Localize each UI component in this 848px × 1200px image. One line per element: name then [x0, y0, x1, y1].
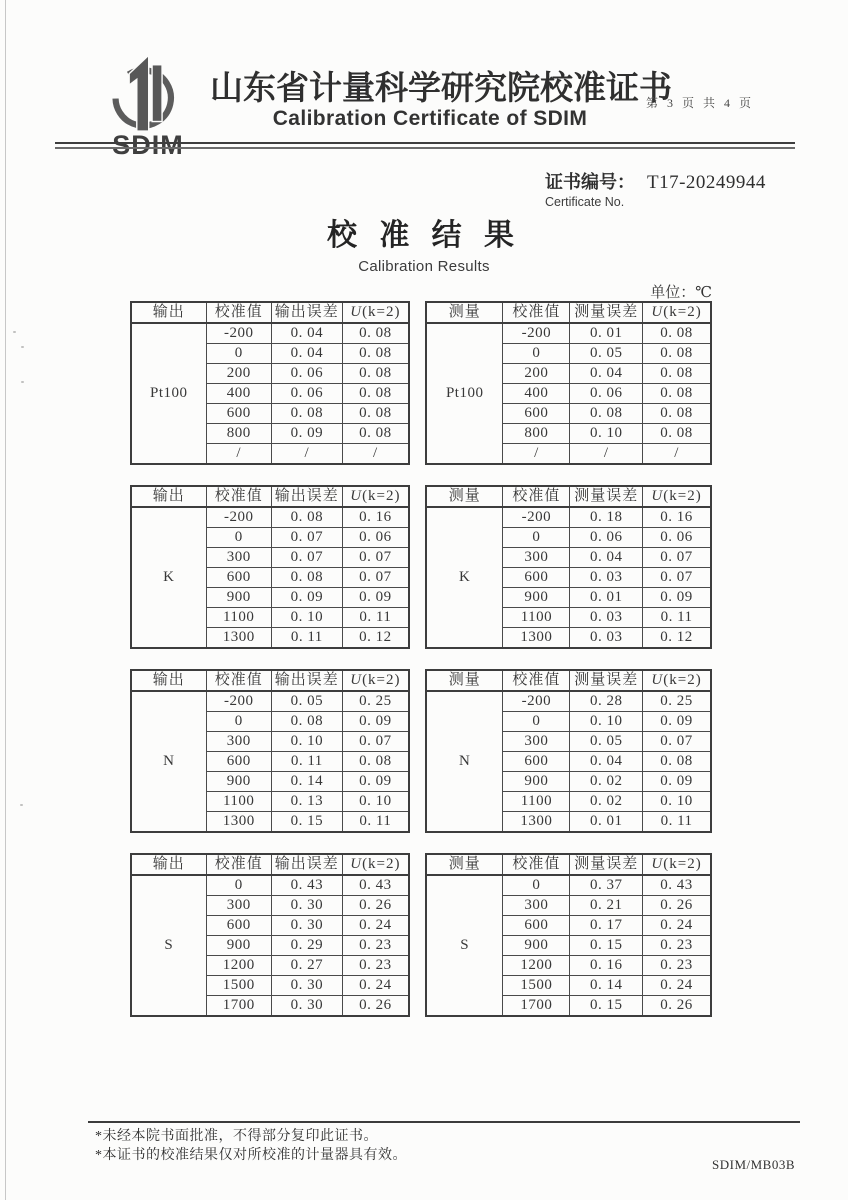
table-row: [131, 691, 409, 712]
table-cell: 0. 06: [342, 528, 409, 548]
certificate-title-cn: 山东省计量科学研究院校准证书: [210, 71, 672, 107]
table-cell: 600: [206, 568, 271, 588]
table-cell: 0. 09: [342, 588, 409, 608]
table-cell: 0. 10: [570, 424, 643, 444]
unit-label: 单位：℃: [650, 285, 712, 301]
scan-speck: [21, 346, 24, 348]
table-cell: 1100: [206, 608, 271, 628]
table-cell: 0. 06: [271, 364, 342, 384]
table-cell: -200: [503, 323, 570, 344]
table-header-row: [426, 854, 711, 875]
table-cell: 0. 05: [271, 691, 342, 712]
sdim-logo-icon: [100, 54, 196, 138]
column-header: 测量误差: [570, 486, 643, 507]
table-cell: 0. 08: [342, 424, 409, 444]
column-header: 测量误差: [570, 302, 643, 323]
sensor-type-label: Pt100: [426, 323, 503, 464]
table-cell: 600: [206, 404, 271, 424]
table-pair-row: [130, 853, 712, 1017]
scan-edge-line: [5, 0, 6, 1200]
table-cell: 0. 10: [643, 792, 711, 812]
sensor-type-label: Pt100: [131, 323, 206, 464]
table-cell: 0: [503, 528, 570, 548]
column-header: 测量: [426, 486, 503, 507]
column-header: U(k=2): [643, 670, 711, 691]
table-cell: 0. 14: [570, 976, 643, 996]
table-cell: 0. 21: [570, 896, 643, 916]
table-cell: 0. 06: [643, 528, 711, 548]
tables-area: [130, 301, 712, 1037]
table-header-row: [131, 486, 409, 507]
page-number-info: 第 3 页 共 4 页: [646, 96, 755, 110]
calibration-table-k-measure: [425, 485, 712, 649]
table-cell: 0: [206, 875, 271, 896]
table-cell: 0. 10: [271, 608, 342, 628]
table-cell: 900: [206, 936, 271, 956]
scan-speck: [13, 331, 16, 333]
table-cell: 0. 29: [271, 936, 342, 956]
table-cell: 0. 08: [570, 404, 643, 424]
column-header: U(k=2): [643, 854, 711, 875]
table-cell: 0. 01: [570, 812, 643, 833]
table-cell: 0: [503, 344, 570, 364]
footer-note-1: *未经本院书面批准，不得部分复印此证书。: [95, 1129, 378, 1144]
table-cell: 400: [206, 384, 271, 404]
table-header-row: [131, 854, 409, 875]
table-cell: 300: [503, 896, 570, 916]
form-code: SDIM/MB03B: [712, 1157, 796, 1172]
table-cell: -200: [206, 691, 271, 712]
table-cell: 0. 07: [271, 528, 342, 548]
footer-divider: [88, 1121, 800, 1123]
table-cell: 0: [503, 712, 570, 732]
column-header: 输出: [131, 302, 206, 323]
table-cell: 0. 04: [570, 752, 643, 772]
calibration-table-pt100-measure: [425, 301, 712, 465]
table-pair-row: [130, 669, 712, 833]
results-title-cn: 校 准 结 果: [326, 219, 521, 252]
sensor-type-label: S: [131, 875, 206, 1016]
column-header: 输出误差: [271, 486, 342, 507]
table-cell: 0: [206, 344, 271, 364]
table-cell: 0. 43: [342, 875, 409, 896]
results-heading: [0, 210, 848, 275]
column-header: 测量误差: [570, 854, 643, 875]
table-cell: /: [271, 444, 342, 465]
calibration-table-s-output: [130, 853, 410, 1017]
footer-note-2: *本证书的校准结果仅对所校准的计量器具有效。: [95, 1148, 407, 1163]
column-header: 校准值: [503, 854, 570, 875]
table-cell: 0. 12: [643, 628, 711, 649]
table-cell: 0. 25: [342, 691, 409, 712]
table-cell: 0. 15: [271, 812, 342, 833]
column-header: 校准值: [206, 854, 271, 875]
table-cell: 300: [503, 548, 570, 568]
table-cell: 0. 12: [342, 628, 409, 649]
table-row: [131, 875, 409, 896]
table-cell: 600: [503, 404, 570, 424]
table-cell: 0. 06: [271, 384, 342, 404]
table-cell: 0. 09: [342, 712, 409, 732]
table-cell: 900: [503, 772, 570, 792]
column-header: 输出: [131, 854, 206, 875]
table-cell: -200: [503, 691, 570, 712]
table-cell: 0. 08: [271, 507, 342, 528]
table-cell: 0. 08: [271, 712, 342, 732]
table-cell: 600: [206, 752, 271, 772]
table-cell: 0. 08: [643, 424, 711, 444]
table-cell: 0. 37: [570, 875, 643, 896]
calibration-table-pt100-output: [130, 301, 410, 465]
table-cell: 0. 24: [643, 916, 711, 936]
table-cell: 1100: [503, 792, 570, 812]
certificate-number-value: T17-20249944: [647, 172, 766, 193]
footer-notes: [95, 1127, 407, 1165]
table-cell: 1100: [206, 792, 271, 812]
table-cell: 0. 03: [570, 608, 643, 628]
column-header: 测量: [426, 302, 503, 323]
table-cell: 0. 08: [271, 404, 342, 424]
table-cell: 0. 11: [271, 752, 342, 772]
table-cell: 300: [206, 548, 271, 568]
table-cell: 0. 26: [342, 896, 409, 916]
column-header: 校准值: [206, 486, 271, 507]
table-cell: 0. 08: [342, 323, 409, 344]
column-header: 输出误差: [271, 670, 342, 691]
table-cell: 0. 04: [570, 364, 643, 384]
table-cell: 0. 10: [271, 732, 342, 752]
column-header: 测量: [426, 670, 503, 691]
table-cell: 0. 02: [570, 792, 643, 812]
table-cell: 0. 05: [570, 732, 643, 752]
table-cell: 200: [503, 364, 570, 384]
table-cell: 0. 24: [342, 916, 409, 936]
table-cell: 0. 16: [570, 956, 643, 976]
table-cell: 0. 09: [643, 588, 711, 608]
column-header: 校准值: [206, 670, 271, 691]
table-cell: 0. 09: [643, 712, 711, 732]
table-cell: 0. 24: [342, 976, 409, 996]
table-cell: 0. 30: [271, 916, 342, 936]
table-cell: 0. 30: [271, 896, 342, 916]
table-pair-row: [130, 301, 712, 465]
table-cell: 0. 08: [271, 568, 342, 588]
table-cell: 0. 07: [643, 568, 711, 588]
table-cell: 0. 07: [342, 568, 409, 588]
table-cell: 0. 11: [342, 812, 409, 833]
table-cell: 0. 08: [643, 752, 711, 772]
table-cell: -200: [206, 507, 271, 528]
table-cell: 0. 04: [271, 344, 342, 364]
table-cell: 0. 07: [643, 732, 711, 752]
sensor-type-label: S: [426, 875, 503, 1016]
scan-speck: [20, 804, 23, 806]
table-cell: 0. 24: [643, 976, 711, 996]
header-divider: [55, 142, 795, 149]
table-cell: 400: [503, 384, 570, 404]
table-cell: 0. 08: [342, 364, 409, 384]
table-cell: 0. 43: [643, 875, 711, 896]
table-cell: 900: [503, 588, 570, 608]
table-cell: 0. 08: [643, 364, 711, 384]
table-cell: 900: [206, 588, 271, 608]
table-cell: 0. 07: [643, 548, 711, 568]
table-cell: /: [570, 444, 643, 465]
column-header: 输出: [131, 670, 206, 691]
table-cell: 0. 08: [342, 384, 409, 404]
table-cell: 200: [206, 364, 271, 384]
table-cell: 0. 08: [643, 344, 711, 364]
column-header: U(k=2): [643, 302, 711, 323]
table-cell: 0. 10: [342, 792, 409, 812]
table-cell: /: [503, 444, 570, 465]
table-cell: 0. 06: [570, 384, 643, 404]
table-cell: 0. 17: [570, 916, 643, 936]
table-cell: 0. 11: [643, 812, 711, 833]
table-cell: 0. 13: [271, 792, 342, 812]
calibration-table-n-measure: [425, 669, 712, 833]
table-cell: 0. 27: [271, 956, 342, 976]
table-cell: 0. 08: [643, 323, 711, 344]
table-cell: 1500: [503, 976, 570, 996]
column-header: 校准值: [503, 302, 570, 323]
table-cell: 300: [206, 896, 271, 916]
table-cell: 1700: [206, 996, 271, 1017]
table-cell: 0: [503, 875, 570, 896]
table-cell: 600: [206, 916, 271, 936]
table-cell: 0. 18: [570, 507, 643, 528]
table-cell: 0. 07: [271, 548, 342, 568]
calibration-table-n-output: [130, 669, 410, 833]
table-cell: 0. 01: [570, 323, 643, 344]
table-cell: 0. 05: [570, 344, 643, 364]
table-cell: 0. 07: [342, 548, 409, 568]
table-cell: 1300: [503, 812, 570, 833]
table-cell: 0. 25: [643, 691, 711, 712]
table-cell: 0. 08: [342, 752, 409, 772]
table-cell: 800: [503, 424, 570, 444]
table-cell: 0. 08: [643, 384, 711, 404]
table-cell: 0. 16: [342, 507, 409, 528]
table-cell: 0. 15: [570, 996, 643, 1017]
table-cell: 0: [206, 528, 271, 548]
table-cell: 0. 30: [271, 996, 342, 1017]
column-header: 输出误差: [271, 302, 342, 323]
table-row: [426, 323, 711, 344]
table-cell: 600: [503, 916, 570, 936]
table-cell: 0. 16: [643, 507, 711, 528]
table-cell: 0. 06: [570, 528, 643, 548]
column-header: 测量误差: [570, 670, 643, 691]
table-cell: 1300: [206, 812, 271, 833]
table-cell: 0. 26: [342, 996, 409, 1017]
table-cell: 0. 11: [643, 608, 711, 628]
table-cell: 1300: [503, 628, 570, 649]
table-cell: 0. 08: [342, 404, 409, 424]
table-cell: 0. 23: [342, 956, 409, 976]
table-header-row: [426, 670, 711, 691]
table-cell: 0. 43: [271, 875, 342, 896]
sensor-type-label: N: [131, 691, 206, 832]
table-cell: 0. 04: [271, 323, 342, 344]
table-cell: 0: [206, 712, 271, 732]
table-cell: 600: [503, 568, 570, 588]
table-cell: 800: [206, 424, 271, 444]
column-header: 校准值: [503, 486, 570, 507]
table-cell: 300: [206, 732, 271, 752]
table-cell: 0. 28: [570, 691, 643, 712]
table-cell: 0. 23: [643, 956, 711, 976]
calibration-table-s-measure: [425, 853, 712, 1017]
certificate-number-sublabel: Certificate No.: [545, 195, 625, 209]
table-cell: 0. 02: [570, 772, 643, 792]
table-cell: /: [342, 444, 409, 465]
table-header-row: [426, 302, 711, 323]
table-cell: 0. 26: [643, 896, 711, 916]
table-header-row: [131, 302, 409, 323]
table-cell: 0. 03: [570, 568, 643, 588]
table-cell: -200: [206, 323, 271, 344]
table-cell: 0. 04: [570, 548, 643, 568]
table-cell: 0. 14: [271, 772, 342, 792]
table-cell: 900: [206, 772, 271, 792]
table-cell: 0. 11: [342, 608, 409, 628]
column-header: U(k=2): [342, 670, 409, 691]
table-header-row: [426, 486, 711, 507]
table-cell: 0. 07: [342, 732, 409, 752]
column-header: 输出: [131, 486, 206, 507]
scan-speck: [21, 381, 24, 383]
table-cell: 1200: [206, 956, 271, 976]
table-cell: 0. 11: [271, 628, 342, 649]
column-header: U(k=2): [643, 486, 711, 507]
table-cell: /: [206, 444, 271, 465]
table-cell: 0. 01: [570, 588, 643, 608]
table-cell: 0. 23: [643, 936, 711, 956]
calibration-table-k-output: [130, 485, 410, 649]
table-cell: 0. 26: [643, 996, 711, 1017]
column-header: U(k=2): [342, 854, 409, 875]
table-pair-row: [130, 485, 712, 649]
table-cell: 0. 09: [271, 588, 342, 608]
table-cell: 1300: [206, 628, 271, 649]
table-cell: 0. 08: [643, 404, 711, 424]
table-cell: 0. 09: [643, 772, 711, 792]
sensor-type-label: K: [426, 507, 503, 648]
table-cell: 1700: [503, 996, 570, 1017]
certificate-title-en: Calibration Certificate of SDIM: [272, 107, 588, 130]
results-title-en: Calibration Results: [358, 258, 490, 275]
table-cell: 0. 09: [271, 424, 342, 444]
certificate-number-block: [545, 168, 766, 209]
sensor-type-label: N: [426, 691, 503, 832]
logo-text: SDIM: [112, 130, 184, 160]
sensor-type-label: K: [131, 507, 206, 648]
table-cell: 1500: [206, 976, 271, 996]
column-header: 校准值: [503, 670, 570, 691]
table-cell: 0. 03: [570, 628, 643, 649]
table-row: [131, 323, 409, 344]
table-cell: 1100: [503, 608, 570, 628]
table-cell: 300: [503, 732, 570, 752]
certificate-number-label: 证书编号：: [545, 172, 635, 192]
table-cell: 900: [503, 936, 570, 956]
table-cell: 0. 15: [570, 936, 643, 956]
table-cell: 0. 08: [342, 344, 409, 364]
column-header: 输出误差: [271, 854, 342, 875]
table-cell: 0. 10: [570, 712, 643, 732]
column-header: U(k=2): [342, 486, 409, 507]
table-row: [426, 691, 711, 712]
column-header: U(k=2): [342, 302, 409, 323]
column-header: 测量: [426, 854, 503, 875]
table-cell: 600: [503, 752, 570, 772]
table-cell: 0. 23: [342, 936, 409, 956]
table-cell: 0. 30: [271, 976, 342, 996]
table-header-row: [131, 670, 409, 691]
table-row: [131, 507, 409, 528]
table-cell: /: [643, 444, 711, 465]
table-cell: 0. 09: [342, 772, 409, 792]
table-row: [426, 875, 711, 896]
column-header: 校准值: [206, 302, 271, 323]
table-row: [426, 507, 711, 528]
table-cell: -200: [503, 507, 570, 528]
table-cell: 1200: [503, 956, 570, 976]
